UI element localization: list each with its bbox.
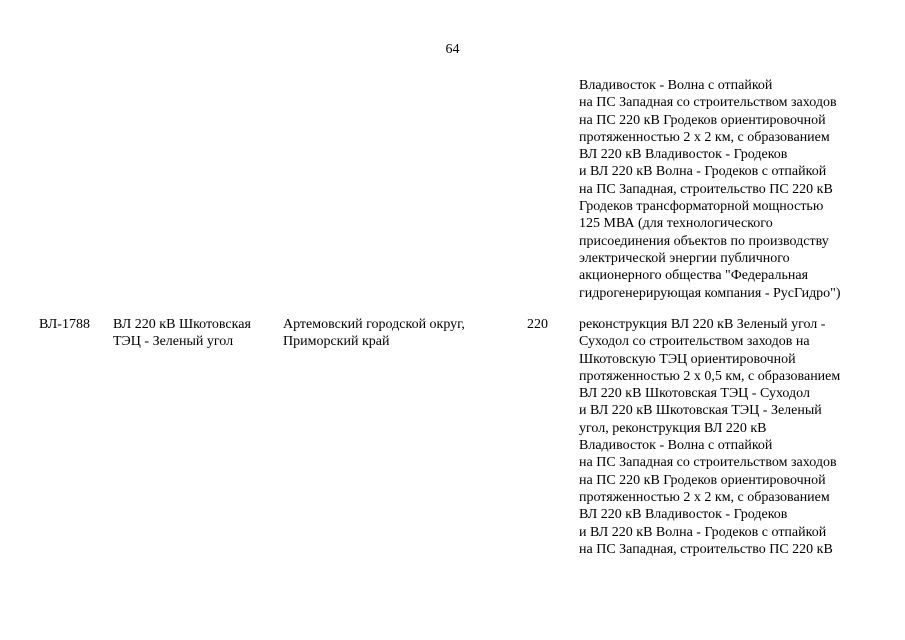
description-line: присоединения объектов по производству <box>579 233 829 249</box>
description-line: гидрогенерирующая компания - РусГидро") <box>579 285 841 301</box>
description-line: и ВЛ 220 кВ Волна - Гродеков с отпайкой <box>579 164 827 180</box>
continued-description <box>579 77 899 302</box>
description-line: ВЛ 220 кВ Владивосток - Гродеков <box>579 507 788 523</box>
row-voltage: 220 <box>527 317 548 332</box>
description-line: и ВЛ 220 кВ Волна - Гродеков с отпайкой <box>579 524 827 540</box>
description-line: на ПС 220 кВ Гродеков ориентировочной <box>579 472 826 488</box>
description-line: на ПС Западная, строительство ПС 220 кВ <box>579 181 833 197</box>
line-name-part: ТЭЦ - Зеленый угол <box>113 334 234 350</box>
location-part: Артемовский городской округ, <box>283 317 465 332</box>
description-line: электрической энергии публичного <box>579 250 790 266</box>
line-name-part: ВЛ 220 кВ Шкотовская <box>113 317 251 332</box>
description-line: на ПС Западная, строительство ПС 220 кВ <box>579 541 833 557</box>
description-line: угол, реконструкция ВЛ 220 кВ <box>579 420 767 436</box>
page-number: 64 <box>445 42 460 57</box>
description-line: ВЛ 220 кВ Шкотовская ТЭЦ - Суходол <box>579 386 810 402</box>
row-line-name <box>113 316 251 351</box>
description-line: на ПС Западная со строительством заходов <box>579 95 837 111</box>
description-line: на ПС 220 кВ Гродеков ориентировочной <box>579 112 826 128</box>
description-line: ВЛ 220 кВ Владивосток - Гродеков <box>579 147 788 163</box>
row-code: ВЛ-1788 <box>39 317 90 332</box>
description-line: реконструкция ВЛ 220 кВ Зеленый угол - <box>579 317 826 332</box>
description-line: акционерного общества "Федеральная <box>579 268 809 284</box>
description-line: Суходол со строительством заходов на <box>579 334 810 350</box>
description-line: Гродеков трансформаторной мощностью <box>579 199 824 215</box>
location-part: Приморский край <box>283 334 390 350</box>
description-line: 125 МВА (для технологического <box>579 216 773 232</box>
row-description <box>579 316 899 558</box>
description-line: Владивосток - Волна с отпайкой <box>579 78 773 93</box>
description-line: протяженностью 2 х 2 км, с образованием <box>579 489 830 505</box>
description-line: и ВЛ 220 кВ Шкотовская ТЭЦ - Зеленый <box>579 403 822 419</box>
description-line: на ПС Западная со строительством заходов <box>579 455 837 471</box>
description-line: Владивосток - Волна с отпайкой <box>579 438 773 454</box>
description-line: протяженностью 2 х 0,5 км, с образованием <box>579 368 841 384</box>
description-line: Шкотовскую ТЭЦ ориентировочной <box>579 351 796 367</box>
row-location <box>283 316 465 351</box>
description-line: протяженностью 2 х 2 км, с образованием <box>579 129 830 145</box>
